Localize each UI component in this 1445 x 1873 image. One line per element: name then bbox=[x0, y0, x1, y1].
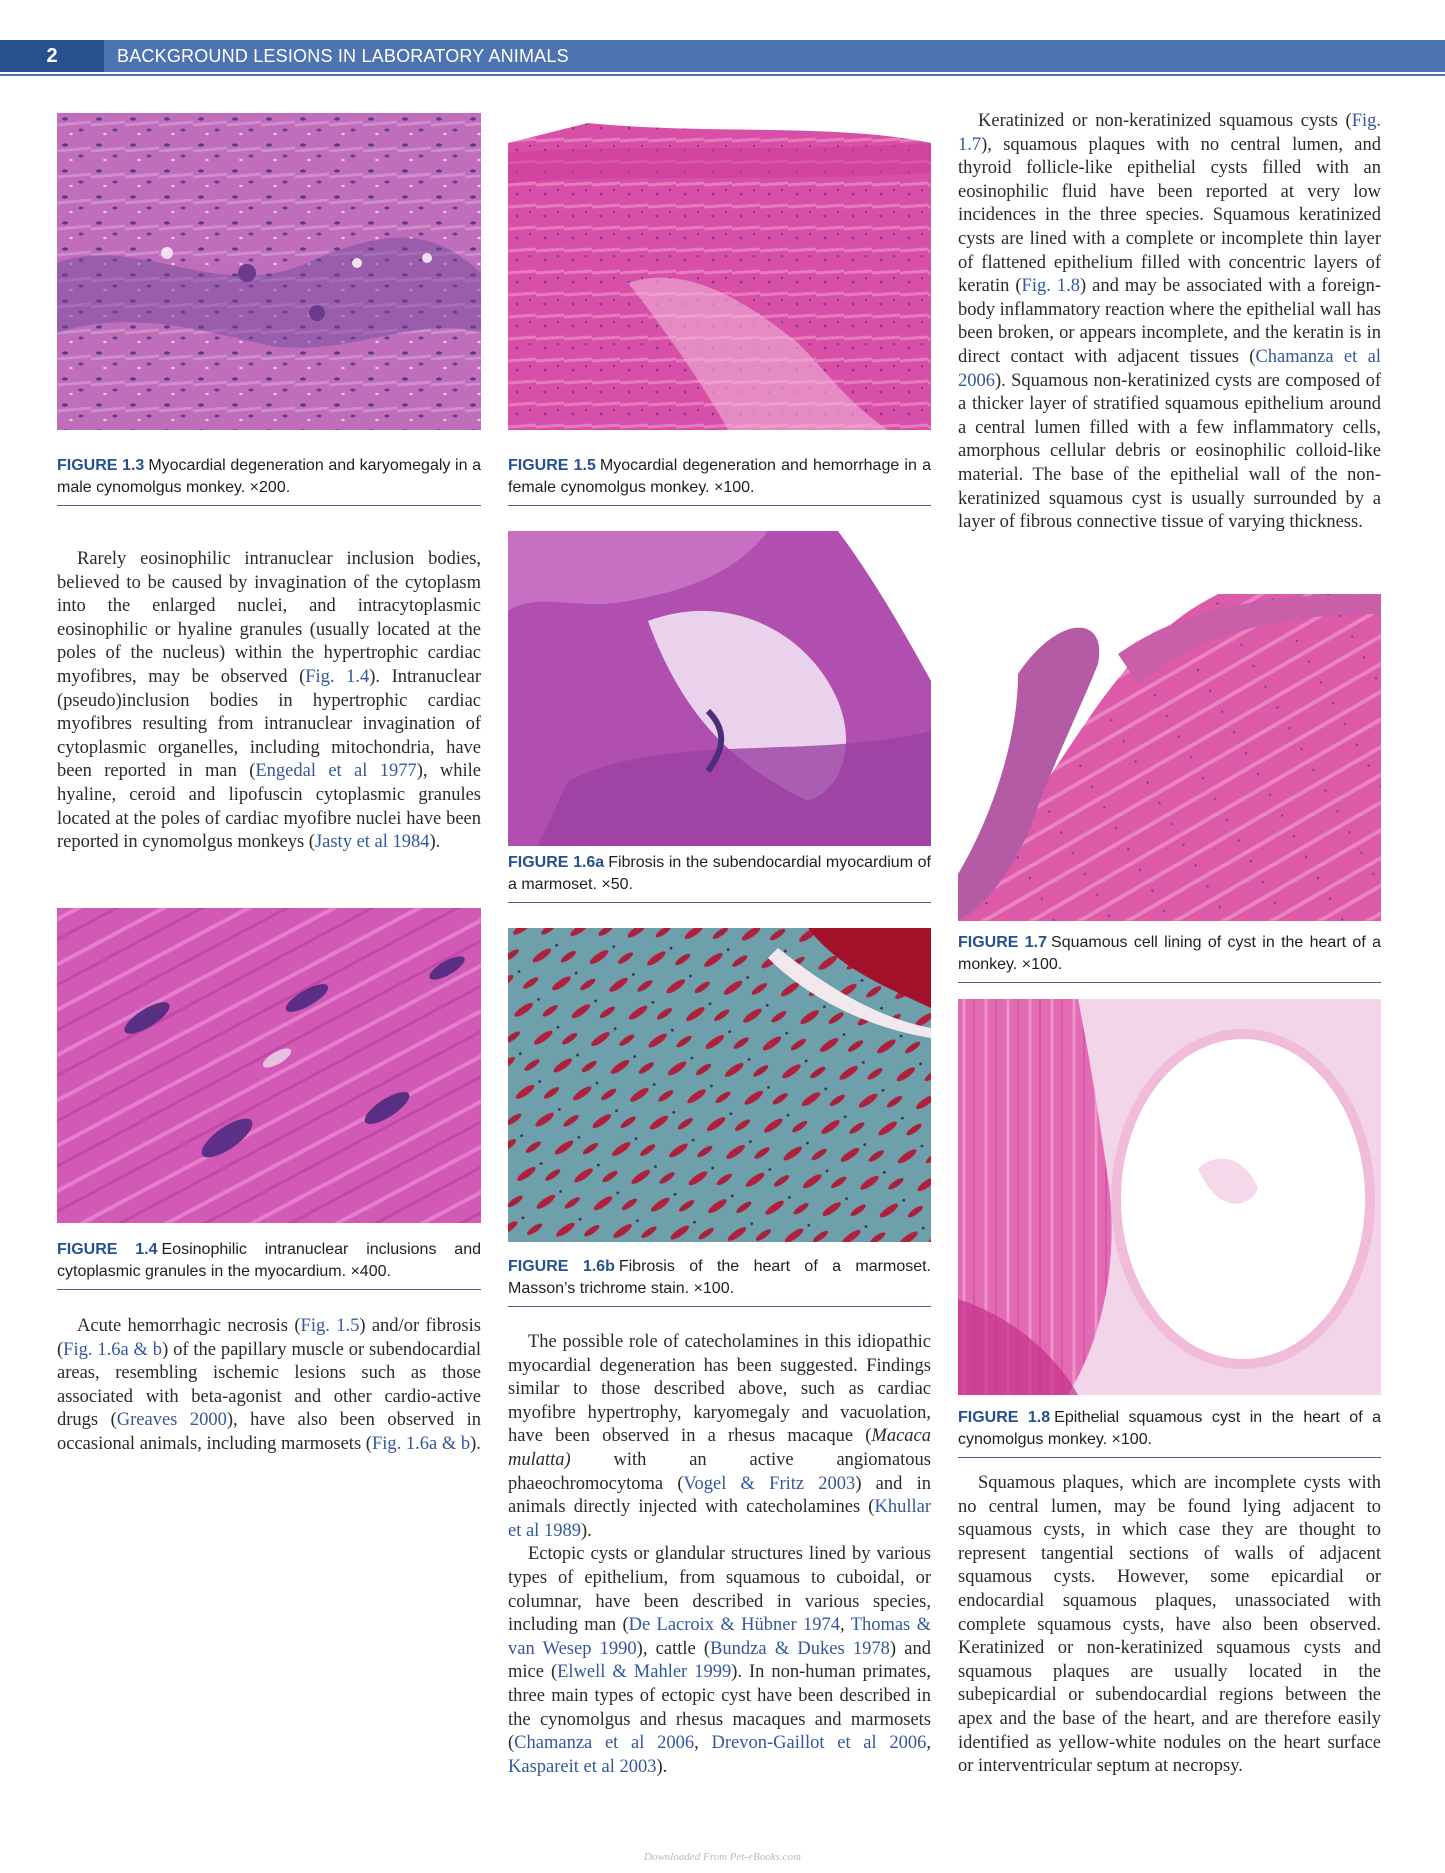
figure-1-3-image bbox=[57, 113, 481, 430]
col2-text bbox=[508, 1331, 931, 1779]
figure-reference-link[interactable]: Fig. 1.5 bbox=[300, 1316, 360, 1336]
figure-label: FIGURE 1.4 bbox=[57, 1241, 158, 1258]
text: ) of the papillary muscle or subendocardial areas, resembling ischemic lesions such as those associated with beta-agonist and other cardio-active drugs ( bbox=[57, 1339, 481, 1431]
col3-paragraph-1 bbox=[958, 110, 1381, 535]
text: , bbox=[694, 1733, 712, 1754]
figure-1-6a-image bbox=[508, 531, 931, 846]
text: The possible role of catecholamines in this idiopathic myocardial degeneration has been suggested. Findings similar to those described above, such as cardiac myofibre hypertrophy, karyomegaly and vacuolation, have been observed in a rhesus macaque ( bbox=[508, 1332, 931, 1447]
figure-1-4-caption bbox=[57, 1239, 481, 1290]
text: with an active angiomatous phaeochromocytoma ( bbox=[508, 1449, 931, 1494]
caption-text: Fibrosis in the subendocardial myocardium of a marmoset. ×50. bbox=[508, 854, 931, 893]
figure-1-6b-image bbox=[508, 928, 931, 1242]
text: ) and/or fibrosis ( bbox=[57, 1316, 481, 1360]
figure-label: FIGURE 1.8 bbox=[958, 1409, 1051, 1426]
citation-link[interactable]: Jasty et al 1984 bbox=[314, 832, 430, 853]
citation-link[interactable]: Thomas & van Wesep 1990 bbox=[508, 1615, 932, 1659]
citation-link[interactable]: De Lacroix & Hübner 1974 bbox=[628, 1615, 840, 1636]
citation-link[interactable]: Vogel & Fritz 2003 bbox=[683, 1473, 856, 1494]
figure-reference-link[interactable]: Fig. 1.7 bbox=[958, 111, 1381, 155]
figure-label: FIGURE 1.6b bbox=[508, 1258, 615, 1275]
caption-text: Squamous cell lining of cyst in the heart of a monkey. ×100. bbox=[958, 934, 1381, 973]
citation-link[interactable]: Bundza & Dukes 1978 bbox=[710, 1638, 890, 1659]
footer-watermark: Downloaded From Pet-eBooks.com bbox=[644, 1851, 801, 1863]
text: Ectopic cysts or glandular structures lined by various types of epithelium, from squamous to cuboidal, or columnar, have been described in various species, including man ( bbox=[508, 1544, 931, 1636]
col3-paragraph-2 bbox=[958, 1472, 1381, 1779]
figure-1-3-caption bbox=[57, 455, 481, 506]
figure-1-5-caption bbox=[508, 455, 931, 506]
caption-text: Myocardial degeneration and karyomegaly in a male cynomolgus monkey. ×200. bbox=[57, 457, 482, 496]
figure-1-5-image bbox=[508, 113, 931, 430]
text: , bbox=[840, 1615, 851, 1636]
page-number: 2 bbox=[0, 40, 104, 72]
figure-1-6a-caption bbox=[508, 852, 931, 903]
caption-text: Myocardial degeneration and hemorrhage in a female cynomolgus monkey. ×100. bbox=[508, 457, 931, 496]
figure-label: FIGURE 1.6a bbox=[508, 854, 605, 871]
figure-1-7-caption bbox=[958, 932, 1381, 983]
text: ), have also been observed in occasional animals, including marmosets ( bbox=[57, 1410, 481, 1454]
running-header bbox=[0, 40, 1445, 72]
figure-1-8-caption bbox=[958, 1407, 1381, 1458]
text: ). bbox=[580, 1520, 592, 1541]
figure-label: FIGURE 1.7 bbox=[958, 934, 1048, 951]
citation-link[interactable]: Chamanza et al 2006 bbox=[958, 346, 1381, 391]
col1-paragraph-2 bbox=[57, 1315, 481, 1457]
text: ). Squamous non-keratinized cysts are composed of a thicker layer of stratified squamous epithelium around a central lumen filled with a few inflammatory cells, amorphous cellular debris or eosinophilic colloid-like material. The base of the epithelial wall of the non-keratinized squamous cyst is usually surrounded by a layer of fibrous connective tissue of varying thickness. bbox=[958, 370, 1381, 533]
citation-link[interactable]: Drevon-Gaillot et al 2006 bbox=[711, 1733, 927, 1754]
text: Squamous plaques, which are incomplete cysts with no central lumen, may be found lying adjacent to squamous cysts, in which case they are thought to represent tangential sections of walls of adjacent squamous cysts. However, some epicardial or endocardial squamous plaques, unassociated with complete squamous cysts, have also been observed. Keratinized or non-keratinized squamous cysts and squamous plaques are usually located in the subepicardial or subendocardial regions between the apex and the base of the heart, and are therefore easily identified as yellow-white nodules on the heart surface or interventricular septum at necropsy. bbox=[958, 1473, 1381, 1777]
figure-1-7-image bbox=[958, 594, 1381, 921]
text: ), squamous plaques with no central lumen, and thyroid follicle-like epithelial cysts filled with an eosinophilic fluid have been reported at very low incidences in the three species. Squamous keratinized cysts are lined with a complete or incomplete thin layer of flattened epithelium filled with concentric layers of keratin ( bbox=[958, 134, 1381, 297]
citation-link[interactable]: Greaves 2000 bbox=[116, 1410, 227, 1431]
col1-paragraph-1 bbox=[57, 548, 481, 855]
text: ) and mice ( bbox=[508, 1638, 931, 1683]
text: Acute hemorrhagic necrosis ( bbox=[77, 1316, 301, 1336]
caption-text: Fibrosis of the heart of a marmoset. Masson’s trichrome stain. ×100. bbox=[508, 1258, 932, 1297]
citation-link[interactable]: Engedal et al 1977 bbox=[255, 761, 417, 782]
text: ) and in animals directly injected with catecholamines ( bbox=[508, 1473, 931, 1518]
figure-label: FIGURE 1.3 bbox=[57, 457, 145, 474]
citation-link[interactable]: Khullar et al 1989 bbox=[508, 1497, 931, 1541]
figure-1-6b-caption bbox=[508, 1256, 931, 1307]
citation-link[interactable]: Elwell & Mahler 1999 bbox=[557, 1662, 732, 1683]
col2-paragraph-1 bbox=[508, 1331, 931, 1543]
species-name: Macaca mulatta) bbox=[508, 1426, 931, 1470]
figure-reference-link[interactable]: Fig. 1.6a & b bbox=[371, 1433, 471, 1454]
text: ) and may be associated with a foreign-body inflammatory reaction where the epithelial wall has been broken, or appears incomplete, and the keratin is in direct contact with adjacent tissues ( bbox=[958, 276, 1381, 367]
text: ). Intranuclear (pseudo)inclusion bodies in hypertrophic cardiac myofibres resulting from intranuclear invagination of cytoplasmic organelles, including mitochondria, have been reported in man ( bbox=[57, 666, 481, 782]
text: ). In non-human primates, three main types of ectopic cyst have been described in the cynomolgus and rhesus macaques and marmosets ( bbox=[508, 1662, 931, 1754]
citation-link[interactable]: Chamanza et al 2006 bbox=[514, 1733, 695, 1754]
text: ), cattle ( bbox=[636, 1638, 711, 1659]
text: ). bbox=[429, 832, 441, 853]
text: ). bbox=[470, 1433, 481, 1454]
text: , bbox=[926, 1733, 932, 1754]
header-rule bbox=[0, 74, 1445, 76]
citation-link[interactable]: Kaspareit et al 2003 bbox=[508, 1756, 657, 1777]
figure-1-4-image bbox=[57, 908, 481, 1223]
figure-reference-link[interactable]: Fig. 1.6a & b bbox=[63, 1339, 163, 1360]
figure-1-8-image bbox=[958, 999, 1381, 1395]
col2-paragraph-2 bbox=[508, 1543, 931, 1779]
text: ), while hyaline, ceroid and lipofuscin cytoplasmic granules located at the poles of cardiac myofibre nuclei have been reported in cynomolgus monkeys ( bbox=[57, 761, 481, 853]
text: Keratinized or non-keratinized squamous cysts ( bbox=[978, 111, 1352, 131]
caption-text: Eosinophilic intranuclear inclusions and cytoplasmic granules in the myocardium. ×400. bbox=[57, 1241, 481, 1280]
figure-label: FIGURE 1.5 bbox=[508, 457, 596, 474]
text: ). bbox=[656, 1756, 668, 1777]
figure-reference-link[interactable]: Fig. 1.4 bbox=[305, 666, 370, 687]
text: Rarely eosinophilic intranuclear inclusion bodies, believed to be caused by invagination of the cytoplasm into the enlarged nuclei, and intracytoplasmic eosinophilic or hyaline granules (usually located at the poles of the nucleus) within the hypertrophic cardiac myofibres, may be observed ( bbox=[57, 549, 481, 687]
caption-text: Epithelial squamous cyst in the heart of a cynomolgus monkey. ×100. bbox=[958, 1409, 1381, 1448]
figure-reference-link[interactable]: Fig. 1.8 bbox=[1021, 276, 1080, 297]
running-title: BACKGROUND LESIONS IN LABORATORY ANIMALS bbox=[117, 46, 569, 66]
